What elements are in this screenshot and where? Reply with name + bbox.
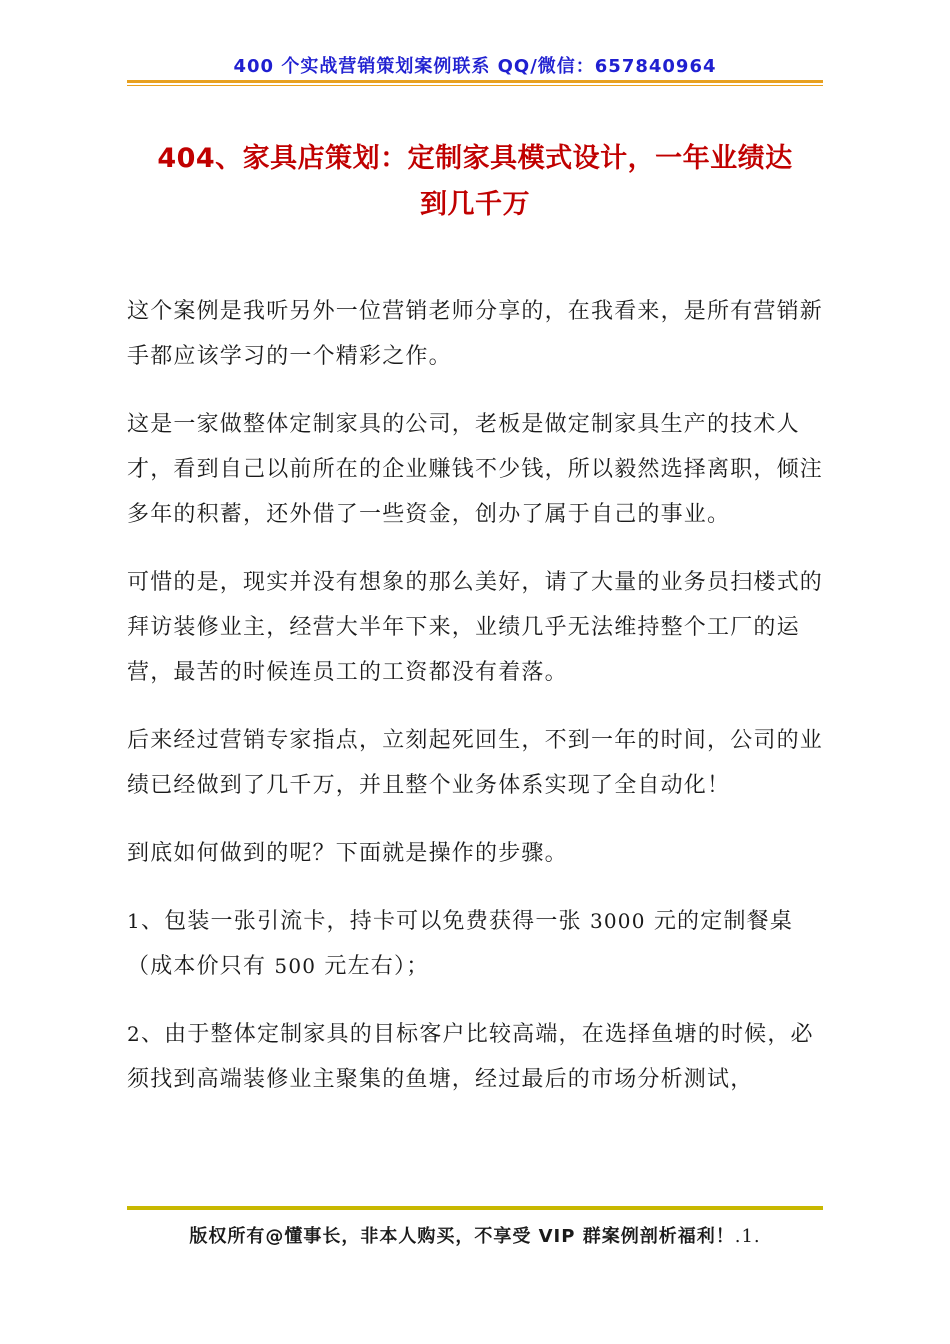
paragraph-3: 可惜的是，现实并没有想象的那么美好，请了大量的业务员扫楼式的拜访装修业主，经营大半年下来，业绩几乎无法维持整个工厂的运营，最苦的时候连员工的工资都没有着落。: [127, 570, 824, 685]
step-1-amount-2: 500: [274, 954, 317, 978]
header-text: 400 个实战营销策划案例联系 QQ/微信：657840964: [233, 56, 717, 77]
page-footer: [127, 1222, 823, 1248]
step-1-number: 1: [127, 909, 141, 933]
step-1: [127, 899, 827, 989]
header-divider: [127, 80, 823, 86]
document-title: [127, 136, 823, 228]
footer-text: 版权所有@懂事长，非本人购买，不享受 VIP 群案例剖析福利！: [189, 1226, 735, 1247]
paragraph-5: 到底如何做到的呢？下面就是操作的步骤。: [127, 841, 568, 866]
page-number: .1.: [734, 1226, 761, 1247]
step-1-text-b: 元的定制餐桌（成本价只有: [127, 909, 794, 979]
footer-divider: [127, 1206, 823, 1212]
step-1-amount-1: 3000: [589, 909, 646, 933]
step-1-text-c: 元左右）；: [324, 954, 430, 979]
step-1-text-a: 、包装一张引流卡，持卡可以免费获得一张: [140, 909, 582, 934]
step-2-text: 、由于整体定制家具的目标客户比较高端，在选择鱼塘的时候，必须找到高端装修业主聚集的鱼塘，经过最后的市场分析测试，: [127, 1022, 814, 1092]
paragraph-1: 这个案例是我听另外一位营销老师分享的，在我看来，是所有营销新手都应该学习的一个精彩之作。: [127, 299, 824, 369]
paragraph-4: 后来经过营销专家指点，立刻起死回生，不到一年的时间，公司的业绩已经做到了几千万，并且整个业务体系实现了全自动化！: [127, 728, 824, 798]
title-line-2: 到几千万: [420, 189, 530, 220]
step-2-number: 2: [127, 1022, 141, 1046]
paragraph-2: 这是一家做整体定制家具的公司，老板是做定制家具生产的技术人才，看到自己以前所在的企业赚钱不少钱，所以毅然选择离职，倾注多年的积蓄，还外借了一些资金，创办了属于自己的事业。: [127, 412, 824, 527]
title-line-1: 404、家具店策划：定制家具模式设计，一年业绩达: [157, 143, 793, 174]
document-body: [127, 289, 827, 1125]
step-2: [127, 1012, 827, 1102]
page-header: [127, 52, 823, 78]
